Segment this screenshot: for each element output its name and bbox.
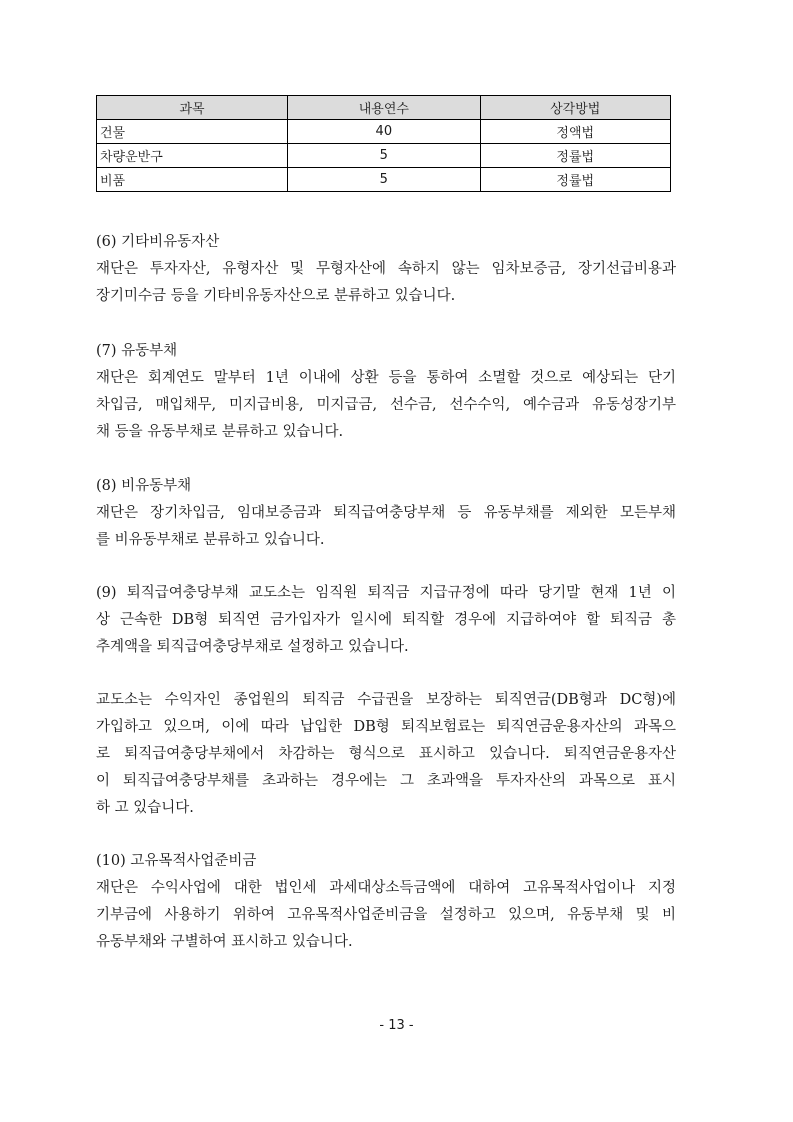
section-severance-provision xyxy=(96,580,676,661)
cell-depreciation-method: 정액법 xyxy=(480,120,671,144)
section-heading: (6) 기타비유동자산 xyxy=(96,234,220,250)
section-current-liabilities xyxy=(96,338,676,446)
paragraph-line: (9) 퇴직급여충당부채 교도소는 임직원 퇴직금 지급규정에 따라 당기말 현재 1년 이 xyxy=(96,585,676,601)
cell-depreciation-method: 정률법 xyxy=(480,144,671,168)
cell-account: 건물 xyxy=(97,120,288,144)
depreciation-table xyxy=(96,95,671,192)
paragraph-line: 유동부채와 구별하여 표시하고 있습니다. xyxy=(96,934,353,950)
paragraph-line: 재단은 장기차입금, 임대보증금과 퇴직급여충당부채 등 유동부채를 제외한 모든부채 xyxy=(96,505,676,521)
cell-useful-life: 5 xyxy=(288,168,480,192)
paragraph-line: 로 퇴직급여충당부채에서 차감하는 형식으로 표시하고 있습니다. 퇴직연금운용자산 xyxy=(96,746,676,762)
section-heading: (7) 유동부채 xyxy=(96,343,178,359)
section-other-noncurrent-assets xyxy=(96,229,676,310)
section-pension xyxy=(96,687,676,822)
paragraph-line: 이 퇴직급여충당부채를 초과하는 경우에는 그 초과액을 투자자산의 과목으로 표시 xyxy=(96,773,676,789)
column-header-useful-life: 내용연수 xyxy=(288,96,480,120)
paragraph-line: 재단은 수익사업에 대한 법인세 과세대상소득금액에 대하여 고유목적사업이나 지정 xyxy=(96,880,676,896)
paragraph-line: 기부금에 사용하기 위하여 고유목적사업준비금을 설정하고 있으며, 유동부채 및 비 xyxy=(96,907,676,923)
section-noncurrent-liabilities xyxy=(96,473,676,554)
table-row xyxy=(97,144,671,168)
table-header-row xyxy=(97,96,671,120)
column-header-account: 과목 xyxy=(97,96,288,120)
paragraph-line: 차입금, 매입채무, 미지급비용, 미지급금, 선수금, 선수수익, 예수금과 유동성장기부 xyxy=(96,397,676,413)
cell-account: 차량운반구 xyxy=(97,144,288,168)
paragraph-line: 가입하고 있으며, 이에 따라 납입한 DB형 퇴직보험료는 퇴직연금운용자산의 과목으 xyxy=(96,719,676,735)
paragraph-line: 채 등을 유동부채로 분류하고 있습니다. xyxy=(96,424,344,440)
paragraph-line: 하 고 있습니다. xyxy=(96,800,194,816)
paragraph-line: 상 근속한 DB형 퇴직연 금가입자가 일시에 퇴직할 경우에 지급하여야 할 퇴직금 총 xyxy=(96,612,676,628)
paragraph-line: 장기미수금 등을 기타비유동자산으로 분류하고 있습니다. xyxy=(96,288,456,304)
cell-useful-life: 40 xyxy=(288,120,480,144)
table-row xyxy=(97,120,671,144)
page-number: - 13 - xyxy=(379,1018,414,1033)
paragraph-line: 추계액을 퇴직급여충당부채로 설정하고 있습니다. xyxy=(96,639,409,655)
section-heading: (10) 고유목적사업준비금 xyxy=(96,853,257,869)
cell-useful-life: 5 xyxy=(288,144,480,168)
paragraph-line: 재단은 투자자산, 유형자산 및 무형자산에 속하지 않는 임차보증금, 장기선급비용과 xyxy=(96,261,676,277)
cell-account: 비품 xyxy=(97,168,288,192)
section-heading: (8) 비유동부채 xyxy=(96,478,192,494)
paragraph-line: 교도소는 수익자인 종업원의 퇴직금 수급권을 보장하는 퇴직연금(DB형과 DC형)에 xyxy=(96,692,676,708)
cell-depreciation-method: 정률법 xyxy=(480,168,671,192)
column-header-depreciation-method: 상각방법 xyxy=(480,96,671,120)
table-row xyxy=(97,168,671,192)
section-reserve xyxy=(96,848,676,956)
paragraph-line: 재단은 회계연도 말부터 1년 이내에 상환 등을 통하여 소멸할 것으로 예상되는 단기 xyxy=(96,370,676,386)
paragraph-line: 를 비유동부채로 분류하고 있습니다. xyxy=(96,532,325,548)
